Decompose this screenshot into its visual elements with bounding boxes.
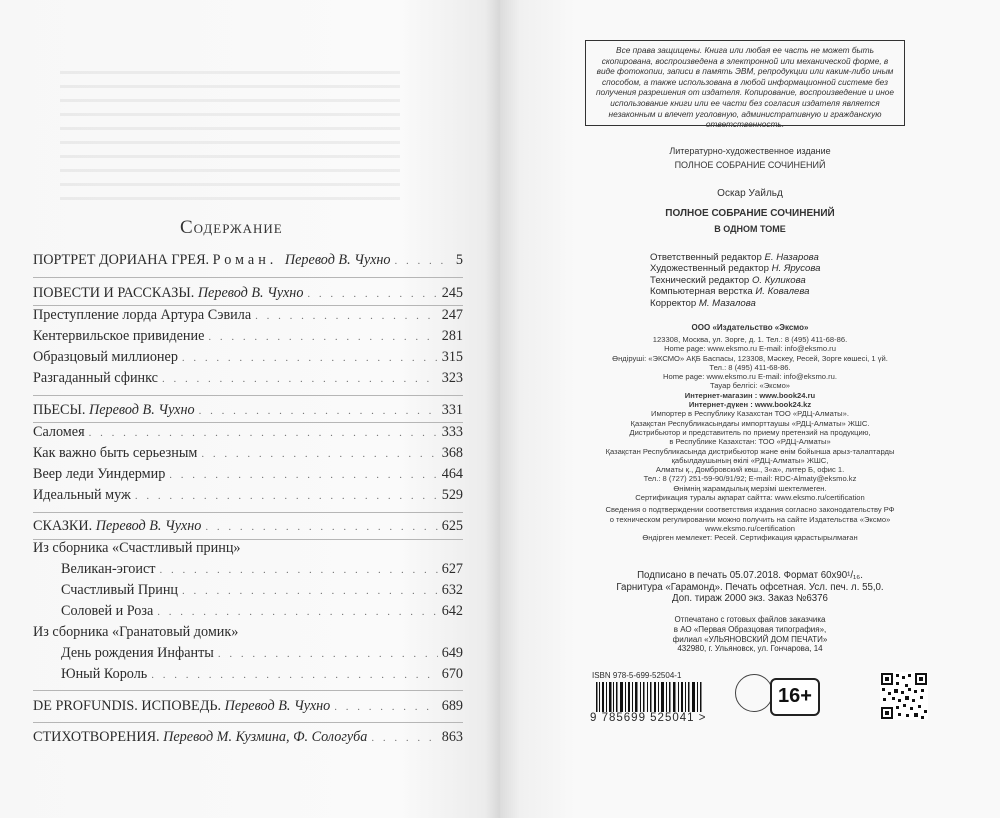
show-through-text: [60, 60, 400, 200]
toc-entry-placeholder: [33, 499, 463, 519]
credit-line: Корректор М. Мазалова: [650, 297, 756, 309]
section-divider: [33, 395, 463, 396]
section-divider: [33, 722, 463, 723]
toc-entry: Кентервильское привидение . . . 281: [33, 328, 463, 348]
toc-entry: Счастливый Принц . . . 632: [61, 582, 463, 602]
toc-entry: День рождения Инфанты . . . 649: [61, 645, 463, 665]
age-rating-badge: 16+: [770, 678, 820, 716]
toc-entry: Саломея . . . 333: [33, 424, 463, 444]
toc-entry: Как важно быть серьезным . . . 368: [33, 445, 463, 465]
informational-products-mark: [735, 674, 773, 712]
toc-entry: СТИХОТВОРЕНИЯ. Перевод М. Кузмина, Ф. Сологуба . . . 863: [33, 729, 463, 749]
credit-line: Ответственный редактор Е. Назарова: [650, 252, 819, 263]
credit-line: Компьютерная верстка И. Ковалева: [650, 286, 810, 298]
toc-entry: Преступление лорда Артура Сэвила . . . 247: [33, 307, 463, 327]
toc-entry: Идеальный муж . . . 529: [33, 487, 463, 507]
toc-entry: СКАЗКИ. Перевод В. Чухно . . . 625: [33, 518, 463, 538]
isbn-label: ISBN 978-5-699-52504-1: [592, 671, 682, 680]
print-details: Подписано в печать 05.07.2018. Формат 60x90¹/₁₆. Гарнитура «Гарамонд». Печать офсетная. Усл. печ. л. 55,0. Доп. тираж 2000 экз. Заказ №6376: [616, 570, 884, 605]
publisher-details: 123308, Москва, ул. Зорге, д. 1. Тел.: 8 (495) 411-68-86. Home page: www.eksmo.ru E-mail: info@eksmo.ru Өндіруші: «ЭКСМО» АҚБ Баспасы, 123308, Мәскеу, Ресей, Зорге көшесі, 1 үй. Тел.: 8 (495) 411-68-86. Home page: www.eksmo.ru E-mail: info@eksmo.ru. Тауар белгісі: «Эксмо» Интернет-магазин : www.book24.ru Интернет-дүкен : www.book24.kz Импортер в Республику Казахстан ТОО «РДЦ-Алматы». Қазақстан Республикасындағы импорттаушы «РДЦ-Алматы» ЖШС. Дистрибьютор и представитель по приему претензий на продукцию, в Республике Казахстан: ТОО «РДЦ-Алматы» Қазақстан Республикасында дистрибьютор және өнім бойынша арыз-талаптарды қабылдаушының өкілі «РДЦ-Алматы» ЖШС, Алматы қ., Домбровский көш., 3«а», литер Б, офис 1. Тел.: 8 (727) 251-59-90/91/92; E-mail: RDC-Almaty@eksmo.kz Өнімнің жарамдылық мерзімі шектелмеген. Сертификация туралы ақпарат сайтта: www.eksmo.ru/certification Сведения о подтверждении соответствия издания согласно законодательству РФ о техническом регулировании можно получить на сайте Издательства «Эксмо» www.eksmo.ru/certification Өндірген мемлекет: Ресей. Сертификация қарастырылмаған: [605, 335, 895, 543]
section-divider: [33, 277, 463, 278]
section-divider: [33, 422, 463, 423]
toc-title: Содержание: [180, 217, 283, 238]
toc-entry: ПОРТРЕТ ДОРИАНА ГРЕЯ. Роман. Перевод В. Чухно . . . 5: [33, 252, 463, 272]
toc-entry: Из сборника «Гранатовый домик»: [33, 624, 239, 640]
printer-details: Отпечатано с готовых файлов заказчика в АО «Первая Образцовая типография», филиал «УЛЬЯНОВСКИЙ ДОМ ПЕЧАТИ» 432980, г. Ульяновск, ул. Гончарова, 14: [672, 615, 828, 654]
toc-entry: ПОВЕСТИ И РАССКАЗЫ. Перевод В. Чухно . . . 245: [33, 285, 463, 305]
author-name: Оскар Уайльд: [717, 188, 783, 199]
edition-type: Литературно-художественное издание: [669, 146, 831, 156]
credit-line: Художественный редактор Н. Ярусова: [650, 263, 821, 275]
editorial-credits: [650, 252, 850, 309]
toc-entry: Веер леди Уиндермир . . . 464: [33, 466, 463, 486]
toc-entry: Соловей и Роза . . . 642: [61, 603, 463, 623]
toc-entry: Образцовый миллионер . . . 315: [33, 349, 463, 369]
toc-entry: Юный Король . . . 670: [61, 666, 463, 686]
book-title: ПОЛНОЕ СОБРАНИЕ СОЧИНЕНИЙ: [665, 208, 835, 219]
qr-code-icon: [880, 672, 928, 720]
copyright-notice: Все права защищены. Книга или любая ее часть не может быть скопирована, воспроизведена в электронной или механической форме, в виде фотокопии, записи в память ЭВМ, репродукции или каким-либо иным способом, а также использована в любой информационной системе без получения разрешения от издателя. Копирование, воспроизведение и иное использование книги или ее части без согласия издателя является незаконным и влечет уголовную, административную и гражданскую ответственность.: [585, 40, 905, 126]
book-subtitle: В ОДНОМ ТОМЕ: [714, 224, 786, 234]
barcode-number: 9 785699 525041 >: [590, 712, 707, 724]
publisher-name: ООО «Издательство «Эксмо»: [691, 323, 809, 332]
toc-entry: Разгаданный сфинкс . . . 323: [33, 370, 463, 390]
toc-entry: ПЬЕСЫ. Перевод В. Чухно . . . 331: [33, 402, 463, 422]
toc-entry: Из сборника «Счастливый принц»: [33, 540, 241, 556]
section-divider: [33, 690, 463, 691]
toc-entry: Великан-эгоист . . . 627: [61, 561, 463, 581]
series-title: ПОЛНОЕ СОБРАНИЕ СОЧИНЕНИЙ: [674, 160, 826, 170]
credit-line: Технический редактор О. Куликова: [650, 274, 806, 286]
section-divider: [33, 305, 463, 306]
toc-entry: DE PROFUNDIS. ИСПОВЕДЬ. Перевод В. Чухно . . . 689: [33, 698, 463, 718]
